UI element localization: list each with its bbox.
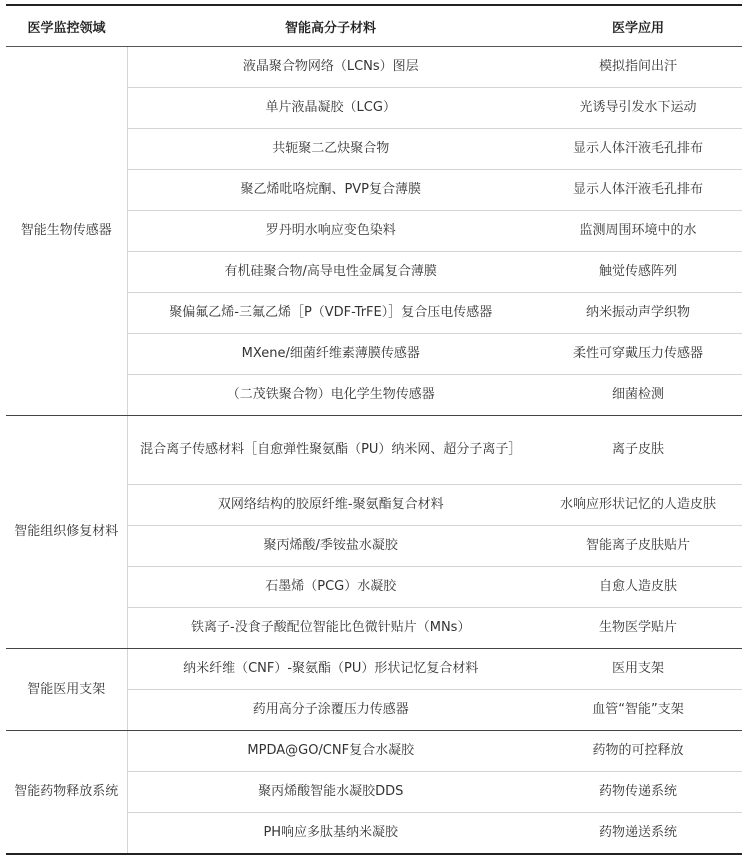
application-cell: 纳米振动声学织物	[534, 293, 742, 334]
application-cell: 血管“智能”支架	[534, 690, 742, 731]
header-application: 医学应用	[534, 5, 742, 47]
material-cell: 石墨烯（PCG）水凝胶	[127, 567, 534, 608]
material-cell: 纳米纤维（CNF）-聚氨酯（PU）形状记忆复合材料	[127, 649, 534, 690]
header-domain: 医学监控领域	[6, 5, 127, 47]
material-cell: 有机硅聚合物/高导电性金属复合薄膜	[127, 252, 534, 293]
material-cell: 液晶聚合物网络（LCNs）图层	[127, 47, 534, 88]
category-cell: 智能生物传感器	[6, 47, 127, 416]
header-row	[6, 5, 742, 47]
application-cell: 智能离子皮肤贴片	[534, 526, 742, 567]
category-cell: 智能医用支架	[6, 649, 127, 731]
application-cell: 生物医学贴片	[534, 608, 742, 649]
table-row	[6, 649, 742, 690]
material-cell: 聚丙烯酸智能水凝胶DDS	[127, 772, 534, 813]
material-cell: （二茂铁聚合物）电化学生物传感器	[127, 375, 534, 416]
material-cell: MXene/细菌纤维素薄膜传感器	[127, 334, 534, 375]
application-cell: 自愈人造皮肤	[534, 567, 742, 608]
application-cell: 触觉传感阵列	[534, 252, 742, 293]
application-cell: 柔性可穿戴压力传感器	[534, 334, 742, 375]
table-row	[6, 47, 742, 88]
material-cell: 聚偏氟乙烯-三氟乙烯［P（VDF-TrFE）］复合压电传感器	[127, 293, 534, 334]
application-cell: 离子皮肤	[534, 416, 742, 485]
material-cell: PH响应多肽基纳米凝胶	[127, 813, 534, 855]
material-cell: 聚丙烯酸/季铵盐水凝胶	[127, 526, 534, 567]
application-cell: 药物递送系统	[534, 813, 742, 855]
application-cell: 显示人体汗液毛孔排布	[534, 170, 742, 211]
application-cell: 模拟指间出汗	[534, 47, 742, 88]
application-cell: 监测周围环境中的水	[534, 211, 742, 252]
material-cell: 聚乙烯吡咯烷酮、PVP复合薄膜	[127, 170, 534, 211]
application-cell: 药物的可控释放	[534, 731, 742, 772]
application-cell: 光诱导引发水下运动	[534, 88, 742, 129]
category-cell: 智能药物释放系统	[6, 731, 127, 855]
material-cell: 药用高分子涂覆压力传感器	[127, 690, 534, 731]
application-cell: 显示人体汗液毛孔排布	[534, 129, 742, 170]
table-row	[6, 416, 742, 485]
application-cell: 细菌检测	[534, 375, 742, 416]
material-cell: 共轭聚二乙炔聚合物	[127, 129, 534, 170]
material-cell: MPDA@GO/CNF复合水凝胶	[127, 731, 534, 772]
application-cell: 医用支架	[534, 649, 742, 690]
material-cell: 单片液晶凝胶（LCG）	[127, 88, 534, 129]
application-cell: 药物传递系统	[534, 772, 742, 813]
material-cell: 罗丹明水响应变色染料	[127, 211, 534, 252]
category-cell: 智能组织修复材料	[6, 416, 127, 649]
material-cell: 铁离子-没食子酸配位智能比色微针贴片（MNs）	[127, 608, 534, 649]
material-cell: 双网络结构的胶原纤维-聚氨酯复合材料	[127, 485, 534, 526]
header-material: 智能高分子材料	[127, 5, 534, 47]
table-row	[6, 731, 742, 772]
application-cell: 水响应形状记忆的人造皮肤	[534, 485, 742, 526]
material-cell: 混合离子传感材料［自愈弹性聚氨酯（PU）纳米网、超分子离子］	[127, 416, 534, 485]
materials-table	[6, 4, 742, 855]
